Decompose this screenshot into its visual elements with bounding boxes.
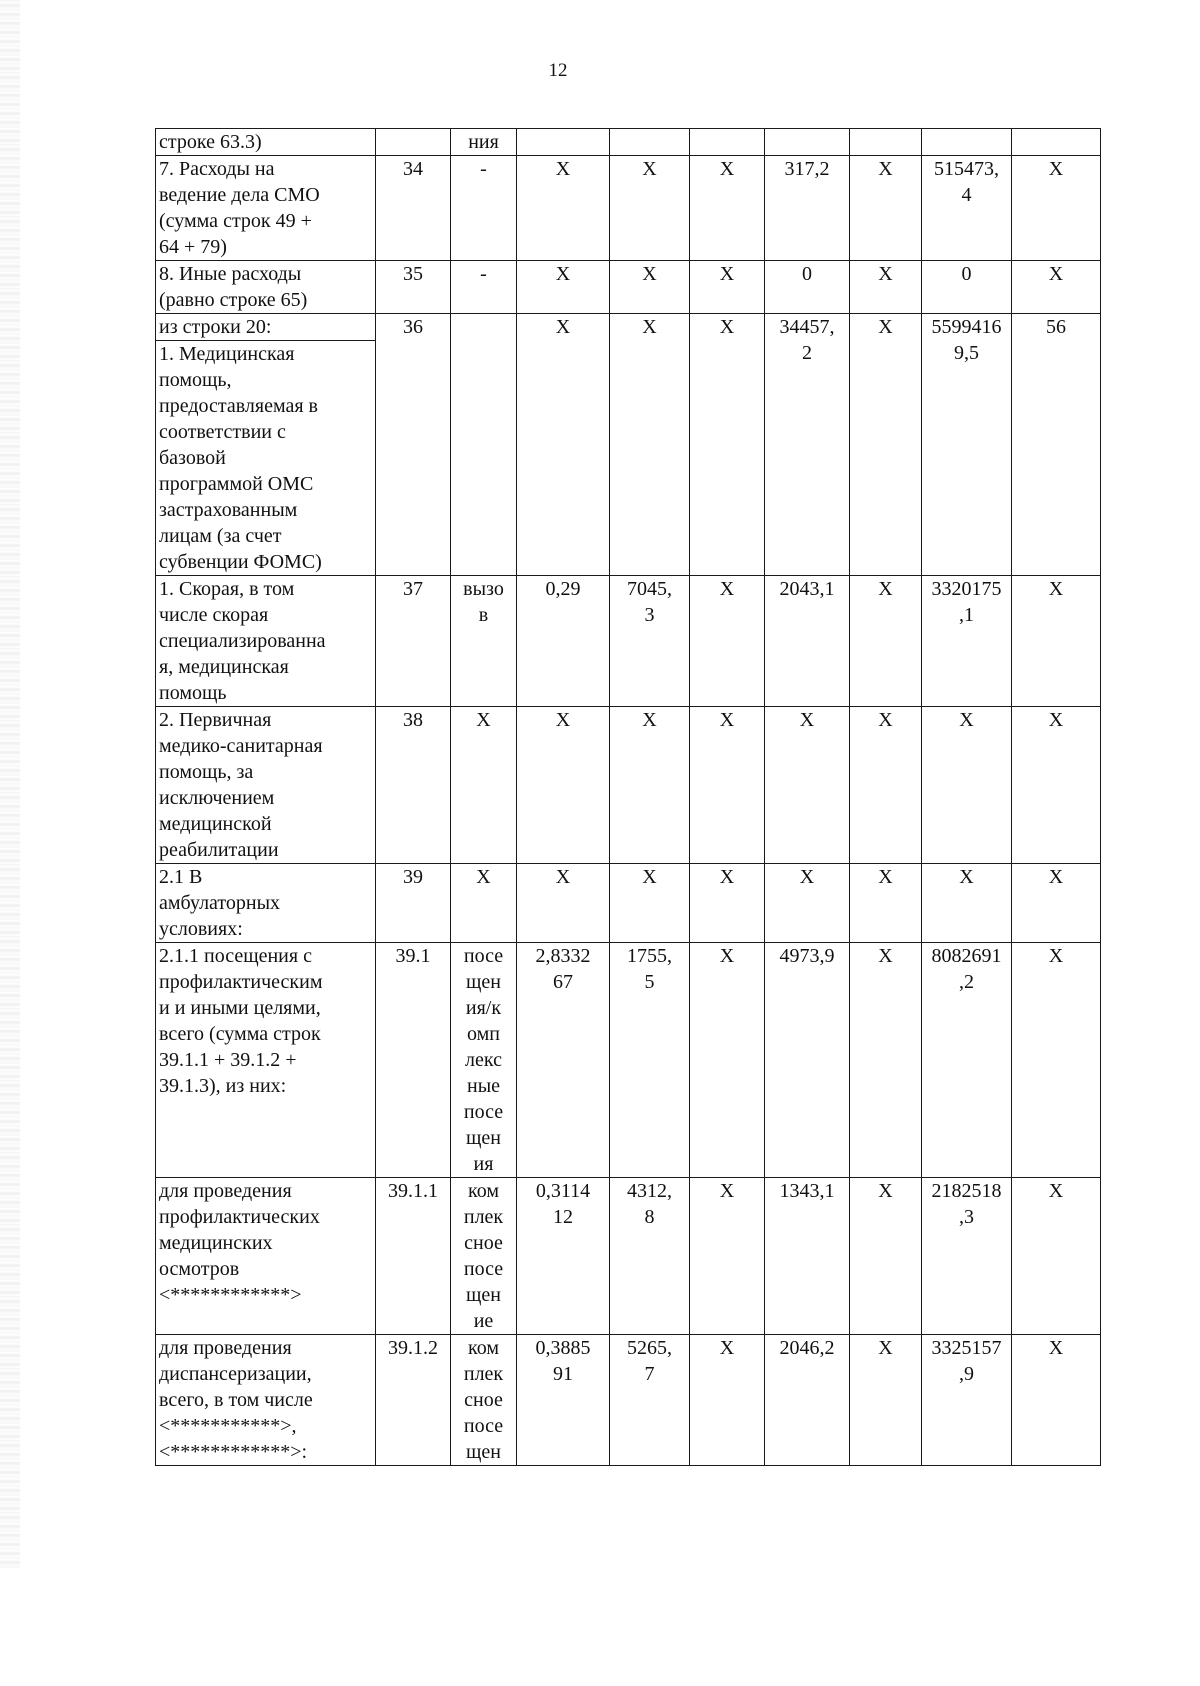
cell: X	[517, 156, 610, 261]
row-name: строке 63.3)	[156, 129, 376, 156]
cell: 5265, 7	[610, 1335, 690, 1466]
cell	[517, 129, 610, 156]
cell: X	[690, 1178, 765, 1335]
cell: 2046,2	[765, 1335, 850, 1466]
row-name-heading: из строки 20:	[156, 314, 375, 341]
cell: X	[1012, 156, 1101, 261]
table-row	[156, 943, 1101, 1178]
table-row	[156, 1335, 1101, 1466]
cell: X	[690, 707, 765, 864]
cell: 1755, 5	[610, 943, 690, 1178]
budget-table	[155, 128, 1101, 1466]
cell: X	[1012, 261, 1101, 314]
cell: X	[610, 864, 690, 943]
row-unit	[451, 314, 517, 576]
row-unit: вызо в	[451, 576, 517, 707]
row-unit: -	[451, 261, 517, 314]
cell: X	[1012, 707, 1101, 864]
table-row	[156, 1178, 1101, 1335]
row-code: 39	[376, 864, 451, 943]
row-name: 2.1.1 посещения с профилактическим и и иными целями, всего (сумма строк 39.1.1 + 39.1.2 + 39.1.3), из них:	[156, 943, 376, 1178]
row-name: 2.1 В амбулаторных условиях:	[156, 864, 376, 943]
cell: X	[690, 864, 765, 943]
cell: X	[850, 943, 922, 1178]
cell: 317,2	[765, 156, 850, 261]
row-name: 2. Первичная медико-санитарная помощь, за исключением медицинской реабилитации	[156, 707, 376, 864]
cell: X	[1012, 864, 1101, 943]
cell: 3320175 ,1	[922, 576, 1012, 707]
cell: X	[850, 156, 922, 261]
cell: 4973,9	[765, 943, 850, 1178]
table-row	[156, 707, 1101, 864]
cell: 34457, 2	[765, 314, 850, 576]
cell: X	[690, 1335, 765, 1466]
cell: X	[922, 707, 1012, 864]
row-name: 1. Скорая, в том числе скорая специализированна я, медицинская помощь	[156, 576, 376, 707]
cell: X	[517, 864, 610, 943]
cell	[765, 129, 850, 156]
table-row	[156, 314, 1101, 576]
cell: X	[690, 314, 765, 576]
row-name-text: 1. Медицинская помощь, предоставляемая в соответствии с базовой программой ОМС застрахованным лицам (за счет субвенции ФОМС)	[159, 343, 322, 573]
scan-edge-artifact	[0, 0, 20, 1568]
cell	[610, 129, 690, 156]
cell: X	[1012, 943, 1101, 1178]
row-code: 35	[376, 261, 451, 314]
cell: X	[517, 707, 610, 864]
cell: X	[1012, 576, 1101, 707]
cell: X	[850, 576, 922, 707]
cell: 4312, 8	[610, 1178, 690, 1335]
cell: X	[610, 156, 690, 261]
row-unit: ком плек сное посе щен	[451, 1335, 517, 1466]
cell: X	[610, 261, 690, 314]
cell: X	[517, 261, 610, 314]
cell: X	[1012, 1178, 1101, 1335]
table-row	[156, 261, 1101, 314]
row-name: 7. Расходы на ведение дела СМО (сумма строк 49 + 64 + 79)	[156, 156, 376, 261]
cell: 0,29	[517, 576, 610, 707]
cell: 3325157 ,9	[922, 1335, 1012, 1466]
row-code: 39.1	[376, 943, 451, 1178]
cell: X	[850, 1335, 922, 1466]
cell: 515473, 4	[922, 156, 1012, 261]
cell: 0,3885 91	[517, 1335, 610, 1466]
cell: X	[850, 1178, 922, 1335]
cell: X	[610, 314, 690, 576]
row-code: 36	[376, 314, 451, 576]
row-code: 39.1.2	[376, 1335, 451, 1466]
cell: 1343,1	[765, 1178, 850, 1335]
row-unit: X	[451, 864, 517, 943]
row-name: для проведения диспансеризации, всего, в том числе <***********>, <************>:	[156, 1335, 376, 1466]
cell	[922, 129, 1012, 156]
table-row	[156, 576, 1101, 707]
page-number: 12	[548, 60, 568, 81]
row-name	[156, 314, 376, 576]
row-unit: ком плек сное посе щен ие	[451, 1178, 517, 1335]
cell: X	[690, 576, 765, 707]
table-row	[156, 864, 1101, 943]
row-code: 39.1.1	[376, 1178, 451, 1335]
cell: 7045, 3	[610, 576, 690, 707]
cell: 0	[765, 261, 850, 314]
cell: X	[690, 156, 765, 261]
cell: X	[850, 864, 922, 943]
cell: X	[922, 864, 1012, 943]
cell: X	[1012, 1335, 1101, 1466]
row-code: 37	[376, 576, 451, 707]
cell: X	[850, 261, 922, 314]
cell: X	[690, 261, 765, 314]
cell: 0	[922, 261, 1012, 314]
cell: X	[765, 707, 850, 864]
row-code: 38	[376, 707, 451, 864]
cell: 2,8332 67	[517, 943, 610, 1178]
row-code	[376, 129, 451, 156]
cell: X	[850, 314, 922, 576]
row-name: для проведения профилактических медицинских осмотров <************>	[156, 1178, 376, 1335]
row-unit: ния	[451, 129, 517, 156]
cell: 2043,1	[765, 576, 850, 707]
cell: 56	[1012, 314, 1101, 576]
cell: X	[690, 943, 765, 1178]
cell	[1012, 129, 1101, 156]
cell: 5599416 9,5	[922, 314, 1012, 576]
cell: X	[517, 314, 610, 576]
cell: 8082691 ,2	[922, 943, 1012, 1178]
row-unit: X	[451, 707, 517, 864]
cell: 0,3114 12	[517, 1178, 610, 1335]
cell: 2182518 ,3	[922, 1178, 1012, 1335]
row-name: 8. Иные расходы (равно строке 65)	[156, 261, 376, 314]
table-row	[156, 156, 1101, 261]
table-row	[156, 129, 1101, 156]
cell	[690, 129, 765, 156]
cell: X	[610, 707, 690, 864]
cell: X	[850, 707, 922, 864]
row-code: 34	[376, 156, 451, 261]
row-unit: посе щен ия/к омп лекс ные посе щен ия	[451, 943, 517, 1178]
cell	[850, 129, 922, 156]
row-unit: -	[451, 156, 517, 261]
cell: X	[765, 864, 850, 943]
